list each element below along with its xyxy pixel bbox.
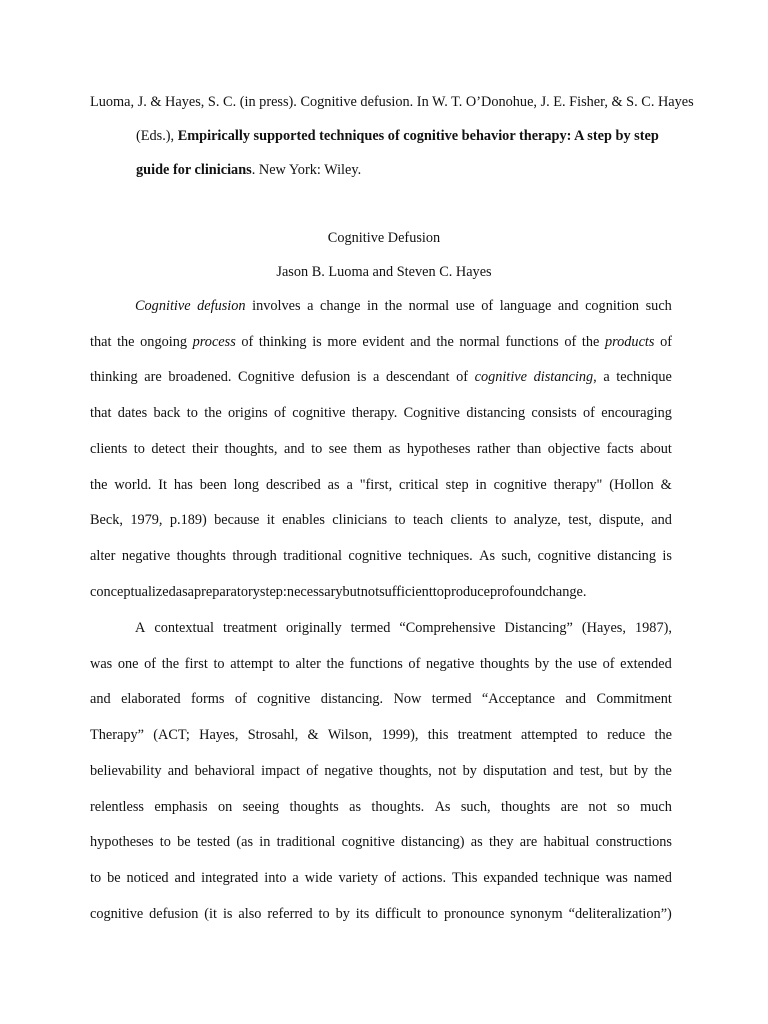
word: the	[654, 762, 672, 779]
word: &	[660, 476, 672, 493]
word: also	[238, 905, 262, 922]
word: thoughts	[289, 798, 339, 815]
reference-publisher: . New York: Wiley.	[251, 162, 362, 178]
word: such,	[501, 547, 532, 564]
word: A	[135, 620, 146, 636]
word: to	[278, 655, 290, 672]
word: attempted	[520, 727, 578, 744]
word: described	[265, 476, 321, 493]
word: 1999),	[381, 727, 419, 744]
word: and	[167, 762, 189, 779]
word: behavioral	[194, 762, 255, 779]
word: the	[654, 727, 672, 744]
word: broadened.	[168, 369, 232, 386]
word: defusion	[149, 905, 199, 922]
word: Strosahl,	[247, 727, 299, 744]
word: are	[560, 798, 579, 815]
word: test,	[579, 762, 604, 779]
word: distancing)	[401, 834, 465, 851]
word: was	[90, 655, 113, 672]
text-line	[90, 904, 672, 924]
word: (it	[204, 905, 218, 922]
text-line	[90, 761, 672, 781]
word: origins	[228, 405, 268, 422]
word: technique	[616, 369, 672, 386]
word: first	[184, 655, 208, 672]
word: constructions	[595, 834, 672, 851]
word: Cognitive	[403, 405, 461, 422]
word: Commitment	[596, 691, 672, 708]
word: change.	[542, 583, 587, 600]
word: cognitive	[341, 834, 395, 851]
word: cognitive	[257, 691, 311, 708]
word: of	[274, 405, 286, 422]
word: that	[90, 405, 112, 422]
word: be	[177, 834, 191, 851]
text-line	[90, 868, 672, 888]
word: reduce	[607, 727, 646, 744]
word: as	[349, 798, 362, 815]
word: cognitive	[90, 905, 144, 922]
word: them	[353, 440, 383, 457]
word: test,	[568, 512, 592, 529]
word: habitual	[543, 834, 590, 851]
word: the	[436, 333, 454, 350]
word: so	[617, 798, 630, 815]
word: cognitive	[348, 547, 402, 564]
word: normal	[459, 333, 500, 350]
word: functions	[349, 655, 403, 672]
word: to	[213, 655, 225, 672]
word: but	[609, 762, 628, 779]
word: Hayes,	[199, 727, 239, 744]
reference-book-title-cont: guide for clinicians	[136, 162, 252, 178]
word: facts	[606, 440, 634, 457]
word: the	[326, 655, 344, 672]
word: involves	[252, 298, 301, 314]
word: believability	[90, 762, 162, 779]
word: relentless	[90, 798, 144, 815]
word	[534, 367, 597, 387]
word: to	[586, 727, 598, 744]
word: Therapy”	[90, 727, 144, 744]
word: “deliteralization”)	[568, 905, 672, 922]
word: treatment	[222, 620, 277, 636]
word: noticed	[126, 869, 169, 886]
word: cognitive	[292, 405, 346, 422]
text-line	[90, 689, 672, 709]
word: is	[662, 547, 672, 564]
document-title: Cognitive Defusion	[327, 230, 441, 246]
word: and	[552, 762, 574, 779]
word: by	[534, 655, 550, 672]
word: is	[356, 369, 367, 386]
word: It	[158, 476, 167, 493]
word: that	[90, 333, 112, 350]
word: on	[217, 798, 233, 815]
word: attempt	[230, 655, 274, 672]
word: as	[327, 476, 340, 493]
word: forms	[191, 691, 225, 708]
word: cognitive	[474, 369, 527, 386]
word: more	[327, 333, 357, 350]
word: negative	[425, 655, 475, 672]
word: into	[264, 869, 287, 886]
text-line	[90, 510, 672, 530]
word: originally	[286, 620, 342, 636]
word: this	[427, 727, 449, 744]
word: defusion	[301, 369, 351, 386]
word: defusion	[197, 298, 246, 314]
word: clients	[450, 512, 488, 529]
word: thinking	[90, 369, 138, 386]
word: distancing	[466, 405, 526, 422]
word: long	[233, 476, 260, 493]
word: distancing	[533, 369, 594, 386]
word: the	[117, 333, 135, 350]
word: expanded	[483, 869, 539, 886]
word: wide	[304, 869, 333, 886]
word: This	[451, 869, 478, 886]
word: p.189)	[169, 512, 207, 529]
word: and	[174, 869, 196, 886]
word: cognitive	[493, 476, 547, 493]
word: of	[602, 655, 615, 672]
word: about	[640, 440, 672, 457]
text-line	[90, 439, 672, 459]
word: Wilson,	[327, 727, 373, 744]
reference-line-1	[90, 92, 694, 112]
word: to	[90, 869, 102, 886]
word: the	[384, 298, 403, 314]
word: and	[410, 333, 431, 350]
word: of	[306, 762, 319, 779]
word: of	[564, 333, 577, 350]
word: thinking	[258, 333, 307, 350]
word: (Hayes,	[581, 620, 626, 636]
word: disputation	[483, 762, 547, 779]
word: analyze,	[513, 512, 561, 529]
word: world.	[114, 476, 152, 493]
word: treatment	[457, 727, 512, 744]
word: synonym	[510, 905, 563, 922]
word: is	[222, 905, 233, 922]
word: named	[633, 869, 672, 886]
word: to	[186, 405, 198, 422]
word: of	[583, 405, 595, 422]
word: Distancing”	[504, 620, 573, 636]
word: to	[394, 512, 406, 529]
word: therapy"	[553, 476, 603, 493]
word: been	[199, 476, 227, 493]
word: “Acceptance	[481, 691, 555, 708]
word: integrated	[201, 869, 259, 886]
word: as	[470, 834, 483, 851]
word: pronounce	[443, 905, 505, 922]
text-line	[90, 367, 672, 387]
word: emphasis	[154, 798, 208, 815]
word: seeing	[242, 798, 280, 815]
word: &	[307, 727, 319, 744]
word: to	[432, 583, 444, 600]
word: one	[117, 655, 139, 672]
word: ongoing	[140, 333, 188, 350]
word: cognitive	[537, 547, 591, 564]
word: and	[283, 440, 305, 457]
word: impact	[261, 762, 301, 779]
word: elaborated	[121, 691, 181, 708]
word: the	[581, 333, 600, 350]
word: a	[187, 583, 195, 600]
word: sufficient	[379, 583, 433, 600]
word: Cognitive	[238, 369, 295, 386]
word: was	[605, 869, 628, 886]
word: “Comprehensive	[399, 620, 496, 636]
word: therapy.	[351, 405, 398, 422]
word: thoughts	[176, 547, 226, 564]
word: a	[292, 869, 299, 886]
word: by	[335, 905, 350, 922]
word: products	[604, 333, 655, 350]
word: process	[192, 333, 236, 350]
word: rather	[476, 440, 511, 457]
word: difficult	[375, 905, 422, 922]
word: enables	[282, 512, 325, 529]
word: 1987),	[635, 620, 672, 636]
word: teach	[412, 512, 444, 529]
word: traditional	[283, 547, 342, 564]
text-line	[90, 475, 672, 495]
word: As	[479, 547, 496, 564]
word: Now	[393, 691, 422, 708]
word: their	[192, 440, 219, 457]
word: through	[232, 547, 277, 564]
word: are	[144, 369, 162, 386]
text-line	[90, 725, 672, 745]
word: not	[588, 798, 607, 815]
document-authors: Jason B. Luoma and Steven C. Hayes	[276, 264, 492, 280]
word: thoughts,	[224, 440, 278, 457]
word: such	[645, 298, 672, 314]
text-line	[90, 832, 672, 852]
word: technique	[544, 869, 600, 886]
word: in	[259, 834, 271, 851]
word: of	[408, 655, 421, 672]
word: its	[355, 905, 370, 922]
word: thoughts.	[371, 798, 425, 815]
word: contextual	[154, 620, 214, 636]
word: step:	[259, 583, 287, 600]
reference-eds: (Eds.),	[136, 128, 175, 144]
word: by	[633, 762, 649, 779]
word: extended	[620, 655, 672, 672]
word: referred	[267, 905, 313, 922]
word: such,	[460, 798, 491, 815]
word: clients	[90, 440, 128, 457]
word: thoughts	[500, 798, 551, 815]
word: of	[241, 333, 254, 350]
word: and	[651, 512, 672, 529]
word: descendant	[385, 369, 450, 386]
word: necessary	[286, 583, 343, 600]
word: a	[346, 476, 353, 493]
word: conceptualized	[90, 583, 176, 600]
word: and	[557, 298, 579, 314]
word: a	[307, 298, 314, 314]
word: termed	[350, 620, 391, 636]
word: consists	[531, 405, 577, 422]
word: because	[214, 512, 260, 529]
text-line	[90, 654, 672, 674]
word: ,	[593, 369, 597, 386]
word: to	[426, 905, 439, 922]
word: techniques.	[408, 547, 473, 564]
word: normal	[408, 298, 450, 314]
word: of	[660, 333, 672, 350]
word: Cognitive	[135, 298, 191, 314]
word: profound	[489, 583, 543, 600]
word: as	[175, 583, 188, 600]
word: but	[342, 583, 361, 600]
text-line	[90, 403, 672, 423]
word: termed	[431, 691, 472, 708]
word: clinicians	[332, 512, 388, 529]
word: hypotheses	[90, 834, 154, 851]
word: traditional	[276, 834, 336, 851]
word: of	[481, 298, 494, 314]
word: alter	[90, 547, 116, 564]
word: not	[438, 762, 457, 779]
word: language	[499, 298, 552, 314]
text-line	[90, 546, 672, 566]
word: detect	[151, 440, 186, 457]
word: the	[90, 476, 108, 493]
word: distancing.	[320, 691, 384, 708]
word: see	[328, 440, 347, 457]
word: As	[434, 798, 451, 815]
word: to	[159, 834, 171, 851]
word: of	[384, 869, 397, 886]
word: "first,	[359, 476, 393, 493]
word: dates	[117, 405, 148, 422]
text-line	[90, 582, 672, 602]
word: hypotheses	[406, 440, 471, 457]
word: actions.	[401, 869, 447, 886]
word: negative	[324, 762, 373, 779]
word: is	[312, 333, 322, 350]
word: a	[603, 369, 610, 386]
word: in	[367, 298, 379, 314]
reference-line-3	[136, 160, 361, 180]
word: critical	[399, 476, 439, 493]
word: and	[565, 691, 587, 708]
word: of	[144, 655, 157, 672]
word: as	[388, 440, 401, 457]
word: (Hollon	[609, 476, 654, 493]
word: to	[495, 512, 507, 529]
word: 1979,	[130, 512, 163, 529]
word: to	[133, 440, 145, 457]
text-line	[135, 618, 672, 638]
word: the	[161, 655, 180, 672]
word: dispute,	[599, 512, 644, 529]
word: not	[360, 583, 380, 600]
word: of	[234, 691, 247, 708]
word: it	[266, 512, 275, 529]
word: thoughts,	[379, 762, 432, 779]
word: use	[577, 655, 597, 672]
word: encouraging	[601, 405, 672, 422]
word: distancing	[597, 547, 656, 564]
word: in	[475, 476, 487, 493]
word: to	[311, 440, 323, 457]
word: (as	[236, 834, 254, 851]
word: objective	[547, 440, 601, 457]
word: by	[462, 762, 477, 779]
word: Beck,	[90, 512, 123, 529]
text-line	[90, 797, 672, 817]
word: than	[516, 440, 542, 457]
word: variety	[338, 869, 379, 886]
word: has	[173, 476, 193, 493]
word: back	[153, 405, 181, 422]
word: use	[455, 298, 475, 314]
word: step	[445, 476, 469, 493]
reference-book-title: Empirically supported techniques of cognitive behavior therapy: A step by step	[177, 128, 659, 144]
word: preparatory	[194, 583, 260, 600]
word: the	[554, 655, 573, 672]
word: to	[318, 905, 330, 922]
word: the	[204, 405, 222, 422]
text-line	[135, 296, 672, 316]
word: be	[107, 869, 121, 886]
word: negative	[121, 547, 171, 564]
word: change	[319, 298, 361, 314]
reference-line-2	[136, 126, 659, 146]
word: tested	[196, 834, 231, 851]
word: thoughts	[480, 655, 530, 672]
word: alter	[295, 655, 321, 672]
word: a	[373, 369, 380, 386]
reference-citation: Luoma, J. & Hayes, S. C. (in press). Cognitive defusion. In W. T. O’Donohue, J. E. Fisher, & S. C. Hayes	[90, 94, 694, 110]
word: and	[90, 691, 111, 708]
word: evident	[362, 333, 405, 350]
word: much	[640, 798, 672, 815]
word: functions	[505, 333, 559, 350]
word: are	[519, 834, 538, 851]
word: of	[456, 369, 468, 386]
word: cognition	[585, 298, 640, 314]
text-line	[90, 332, 672, 352]
word: produce	[443, 583, 490, 600]
word: (ACT;	[153, 727, 190, 744]
word: they	[488, 834, 514, 851]
